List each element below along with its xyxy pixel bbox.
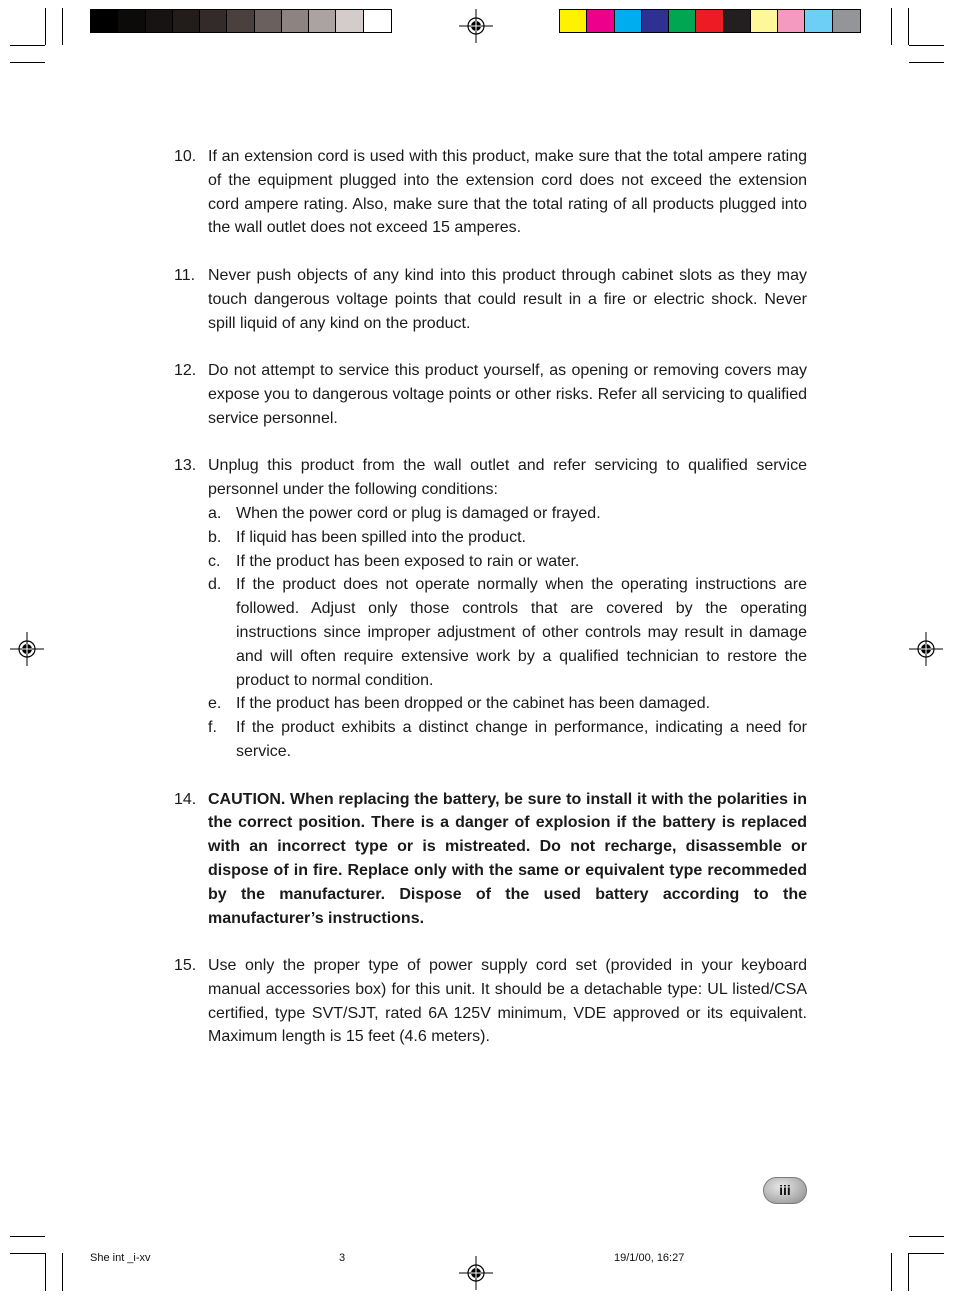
instruction-item bbox=[174, 454, 807, 763]
color-swatch bbox=[173, 10, 200, 32]
item-text: Do not attempt to service this product yourself, as opening or removing covers may expose you to dangerous voltage points or other risks. Refer all servicing to qualified service personnel. bbox=[208, 362, 807, 427]
crop-mark bbox=[909, 45, 944, 46]
instruction-item bbox=[174, 359, 807, 430]
instruction-item bbox=[174, 145, 807, 240]
caution-item bbox=[174, 788, 807, 931]
registration-mark-icon bbox=[909, 632, 943, 666]
item-number: 12. bbox=[174, 362, 197, 380]
color-swatch bbox=[255, 10, 282, 32]
process-color-bar bbox=[559, 9, 861, 33]
registration-mark-icon bbox=[459, 9, 493, 43]
sub-item-text: If the product does not operate normally when the operating instructions are followed. Adjust only those controls that are covered by the operating instructions since improper adjustment of other controls may result in damage and will often require extensive work by a qualified technician to restore the product to normal condition. bbox=[236, 576, 807, 689]
crop-mark bbox=[908, 8, 909, 45]
color-swatch bbox=[309, 10, 336, 32]
color-swatch bbox=[227, 10, 254, 32]
sub-item-text: If liquid has been spilled into the product. bbox=[236, 528, 526, 546]
crop-mark bbox=[891, 1253, 892, 1291]
sub-item-letter: a. bbox=[208, 504, 222, 522]
caution-text: CAUTION. When replacing the battery, be sure to install it with the polarities in the correct position. There is a danger of explosion if the battery is replaced with an incorrect type or is mistreated. Do not recharge, disassemble or dispose of in fire. Replace only with the same or equivalent type recommeded by the manufacturer. Dispose of the used battery according to the manufacturer’s instructions. bbox=[208, 790, 807, 927]
sub-item bbox=[208, 692, 807, 716]
item-number: 15. bbox=[174, 957, 197, 975]
crop-mark bbox=[45, 1253, 46, 1291]
crop-mark bbox=[62, 1253, 63, 1291]
color-swatch bbox=[560, 10, 587, 32]
crop-mark bbox=[10, 1253, 45, 1254]
color-swatch bbox=[833, 10, 860, 32]
color-swatch bbox=[642, 10, 669, 32]
color-swatch bbox=[200, 10, 227, 32]
crop-mark bbox=[45, 8, 46, 45]
item-number: 13. bbox=[174, 457, 197, 475]
item-text: If an extension cord is used with this product, make sure that the total ampere rating of the equipment plugged into the extension cord does not exceed the extension cord ampere rating. Also, make sure that the total rating of all products plugged into the wall outlet does not exceed 15 amperes. bbox=[208, 148, 807, 237]
crop-mark bbox=[10, 1236, 45, 1237]
crop-mark bbox=[908, 1253, 909, 1291]
sub-item-text: If the product has been dropped or the cabinet has been damaged. bbox=[236, 695, 711, 713]
slug-timestamp: 19/1/00, 16:27 bbox=[614, 1252, 685, 1264]
color-swatch bbox=[615, 10, 642, 32]
item-number: 14. bbox=[174, 790, 197, 808]
sub-item-text: If the product has been exposed to rain or water. bbox=[236, 552, 580, 570]
safety-instructions bbox=[174, 145, 807, 1073]
slug-page-number: 3 bbox=[339, 1252, 346, 1264]
sub-item bbox=[208, 502, 807, 526]
sub-item-letter: b. bbox=[208, 528, 222, 546]
color-swatch bbox=[91, 10, 118, 32]
sub-item-letter: c. bbox=[208, 552, 221, 570]
color-swatch bbox=[778, 10, 805, 32]
item-text: Use only the proper type of power supply cord set (provided in your keyboard manual accessories box) for this unit. It should be a detachable type: UL listed/CSA certified, type SVT/SJT, rated 6A 125V minimum, VDE approved or its equivalent. Maximum length is 15 feet (4.6 meters). bbox=[208, 957, 807, 1046]
registration-mark-icon bbox=[10, 632, 44, 666]
registration-mark-icon bbox=[459, 1256, 493, 1290]
color-swatch bbox=[282, 10, 309, 32]
color-swatch bbox=[724, 10, 751, 32]
sub-item-letter: e. bbox=[208, 695, 222, 713]
color-swatch bbox=[805, 10, 832, 32]
sub-item bbox=[208, 526, 807, 550]
sub-item-text: If the product exhibits a distinct change in performance, indicating a need for service. bbox=[236, 719, 807, 760]
crop-mark bbox=[62, 8, 63, 45]
sub-item bbox=[208, 573, 807, 692]
item-text: Never push objects of any kind into this product through cabinet slots as they may touch dangerous voltage points that could result in a fire or electric shock. Never spill liquid of any kind on the product. bbox=[208, 266, 807, 332]
color-swatch bbox=[146, 10, 173, 32]
item-number: 10. bbox=[174, 148, 197, 165]
sub-item-text: When the power cord or plug is damaged or frayed. bbox=[236, 504, 601, 522]
sub-item-letter: f. bbox=[208, 719, 217, 737]
color-swatch bbox=[751, 10, 778, 32]
color-swatch bbox=[696, 10, 723, 32]
crop-mark bbox=[10, 62, 45, 63]
item-number: 11. bbox=[174, 266, 196, 284]
crop-mark bbox=[909, 62, 944, 63]
sub-item bbox=[208, 716, 807, 764]
crop-mark bbox=[909, 1236, 944, 1237]
crop-mark bbox=[10, 45, 45, 46]
grayscale-color-bar bbox=[90, 9, 392, 33]
crop-mark bbox=[891, 8, 892, 45]
color-swatch bbox=[669, 10, 696, 32]
color-swatch bbox=[118, 10, 145, 32]
slug-file-name: She int _i-xv bbox=[90, 1252, 151, 1264]
instruction-item bbox=[174, 264, 807, 335]
item-text: Unplug this product from the wall outlet and refer servicing to qualified service personnel under the following conditions: bbox=[208, 457, 807, 499]
color-swatch bbox=[364, 10, 391, 32]
page-number-badge: iii bbox=[763, 1177, 807, 1204]
color-swatch bbox=[336, 10, 363, 32]
instruction-item bbox=[174, 954, 807, 1049]
sub-item-letter: d. bbox=[208, 576, 222, 594]
crop-mark bbox=[909, 1253, 944, 1254]
color-swatch bbox=[587, 10, 614, 32]
sub-item bbox=[208, 550, 807, 574]
